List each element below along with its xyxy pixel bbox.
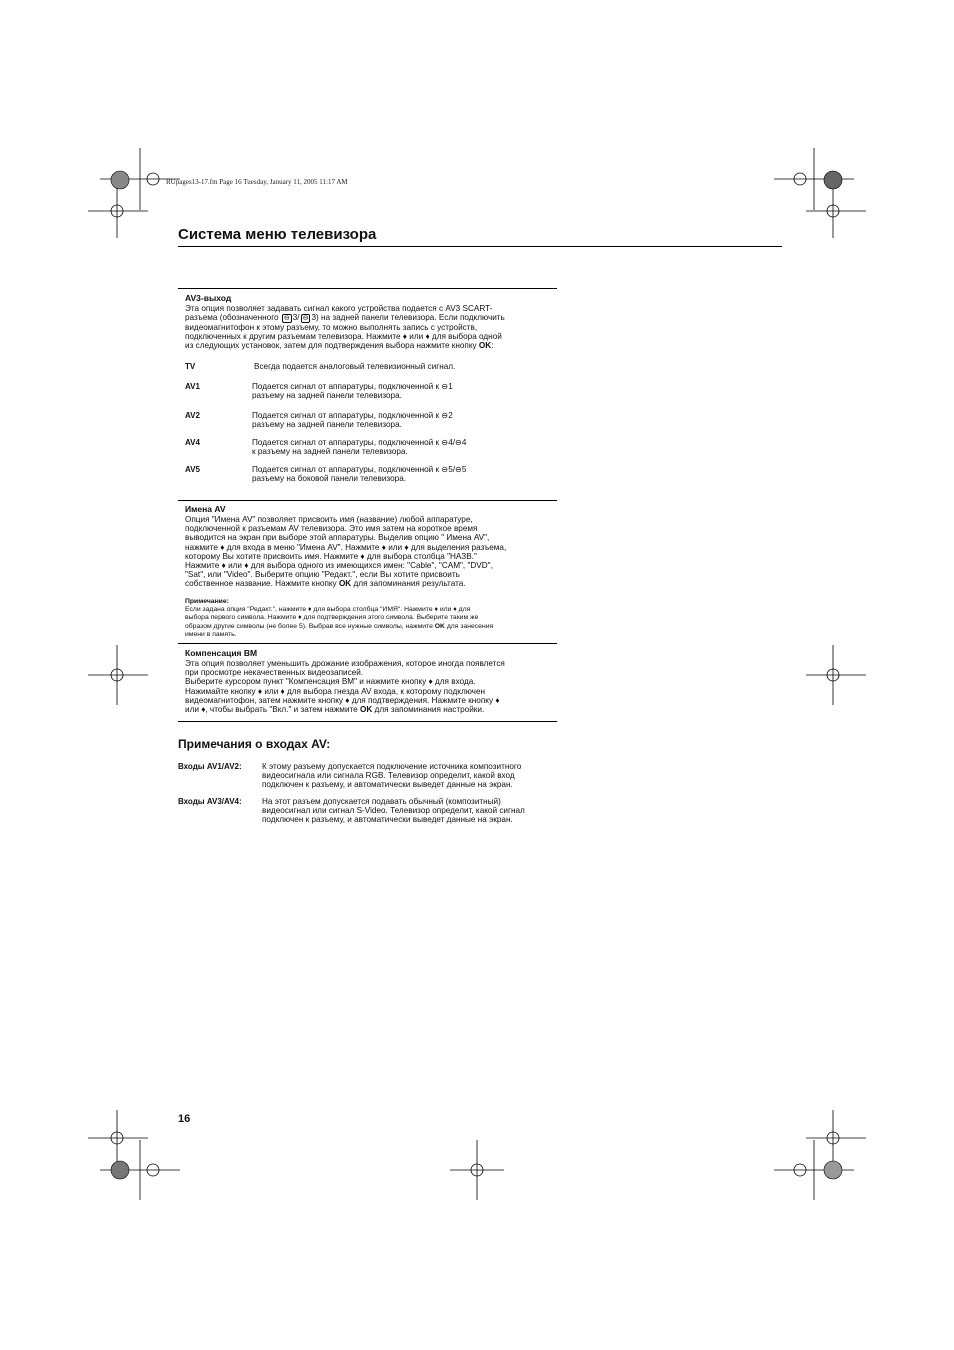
scart-icon: ⊖ xyxy=(283,314,290,322)
option-text-av4: Подается сигнал от аппаратуры, подключенной к ⊖4/⊖4 к разъему на задней панели телевизора. xyxy=(252,438,467,457)
option-text-av1: Подается сигнал от аппаратуры, подключенной к ⊖1 разъему на задней панели телевизора. xyxy=(252,382,453,401)
option-label-av5: AV5 xyxy=(185,465,200,474)
section-divider xyxy=(178,500,557,501)
option-text-av2: Подается сигнал от аппаратуры, подключенной к ⊖2 разъему на задней панели телевизора. xyxy=(252,411,453,430)
title-divider xyxy=(178,246,782,247)
av-names-heading: Имена AV xyxy=(185,504,226,514)
option-label-av2: AV2 xyxy=(185,411,200,420)
input-text-av1-av2: К этому разъему допускается подключение источника композитного видеосигнала или сигнала RGB. Телевизор определит, какой вход подключен к разъему, и автоматически выведет данные на экран. xyxy=(262,762,522,790)
option-text-tv: Всегда подается аналоговый телевизионный сигнал. xyxy=(254,362,456,371)
scart-out-icon: ⊖ xyxy=(302,314,309,322)
section-divider xyxy=(178,288,557,289)
page-number: 16 xyxy=(178,1113,191,1125)
av-names-text: Опция "Имена AV" позволяет присвоить имя (название) любой аппаратуре, подключенной к разъемам AV телевизора. Это имя затем на короткое время выводится на экран при выборе этой аппаратуры. Выделив опцию " Имена AV", нажмите ♦ для входа в меню "Имена AV". Нажмите ♦ или ♦ для выделения разъема, которому Вы хотите присвоить имя. Нажмите ♦ для выбора столбца "НАЗВ." Нажмите ♦ или ♦ для выбора одного из имеющихся имен: "Cable", "CAM", "DVD", "Sat", или "Video". Выберите опцию "Редакт.", если Вы хотите присвоить собственное название. Нажмите кнопку OK для запоминания результата. xyxy=(185,515,507,589)
option-label-av1: AV1 xyxy=(185,382,200,391)
section-divider xyxy=(178,721,557,722)
file-info: RUpages13-17.fm Page 16 Tuesday, January 11, 2005 11:17 AM xyxy=(166,178,348,186)
input-label-av3-av4: Входы AV3/AV4: xyxy=(178,797,242,806)
vm-comp-heading: Компенсация ВМ xyxy=(185,648,258,658)
note-heading: Примечание: xyxy=(185,598,229,605)
inputs-title: Примечания о входах AV: xyxy=(178,737,331,751)
note-text: Если задана опция "Редакт.", нажмите ♦ для выбора столбца "ИМЯ". Нажмите ♦ или ♦ для выбора первого символа. Нажмите ♦ для подтверждения этого символа. Выберите таким же образом другие символы (не более 5). Выбрав все нужные символы, нажмите OK для занесения имени в память. xyxy=(185,606,494,639)
option-label-tv: TV xyxy=(185,362,196,371)
input-text-av3-av4: На этот разъем допускается подавать обычный (композитный) видеосигнал или сигнал S-Video. Телевизор определит, какой сигнал подключен к разъему, и автоматически выведет данные на экран. xyxy=(262,797,525,825)
av3-heading: AV3-выход xyxy=(185,293,232,303)
section-divider xyxy=(178,643,557,644)
page-title: Система меню телевизора xyxy=(178,226,377,243)
vm-comp-text: Эта опция позволяет уменьшить дрожание изображения, которое иногда появлется при просмотре некачественных видеозаписей. Выберите курсором пункт "Компенсация ВМ" и нажмите кнопку ♦ для входа. Нажимайте кнопку ♦ или ♦ для выбора гнезда AV входа, к которому подключен видеомагнитофон, затем нажмите кнопку ♦ для подтверждения. Нажмите кнопку ♦ или ♦, чтобы выбрать "Вкл." и затем нажмите OK для запоминания настройки. xyxy=(185,659,505,715)
option-label-av4: AV4 xyxy=(185,438,200,447)
input-label-av1-av2: Входы AV1/AV2: xyxy=(178,762,242,771)
av3-intro: Эта опция позволяет задавать сигнал какого устройства подается с AV3 SCART- разъема (обозначенного ⊖ 3/ ⊖ 3) на задней панели телевизора. Если подключить видеомагнитофон к этому разъему, то можно выполнять запись с устройств, подключенных к другим разъемам телевизора. Нажмите ♦ или ♦ для выбора одной из следующих установок, затем для подтверждения выбора нажмите кнопку OK: xyxy=(185,304,505,350)
option-text-av5: Подается сигнал от аппаратуры, подключенной к ⊖5/⊖5 разъему на боковой панели телевизора. xyxy=(252,465,467,484)
